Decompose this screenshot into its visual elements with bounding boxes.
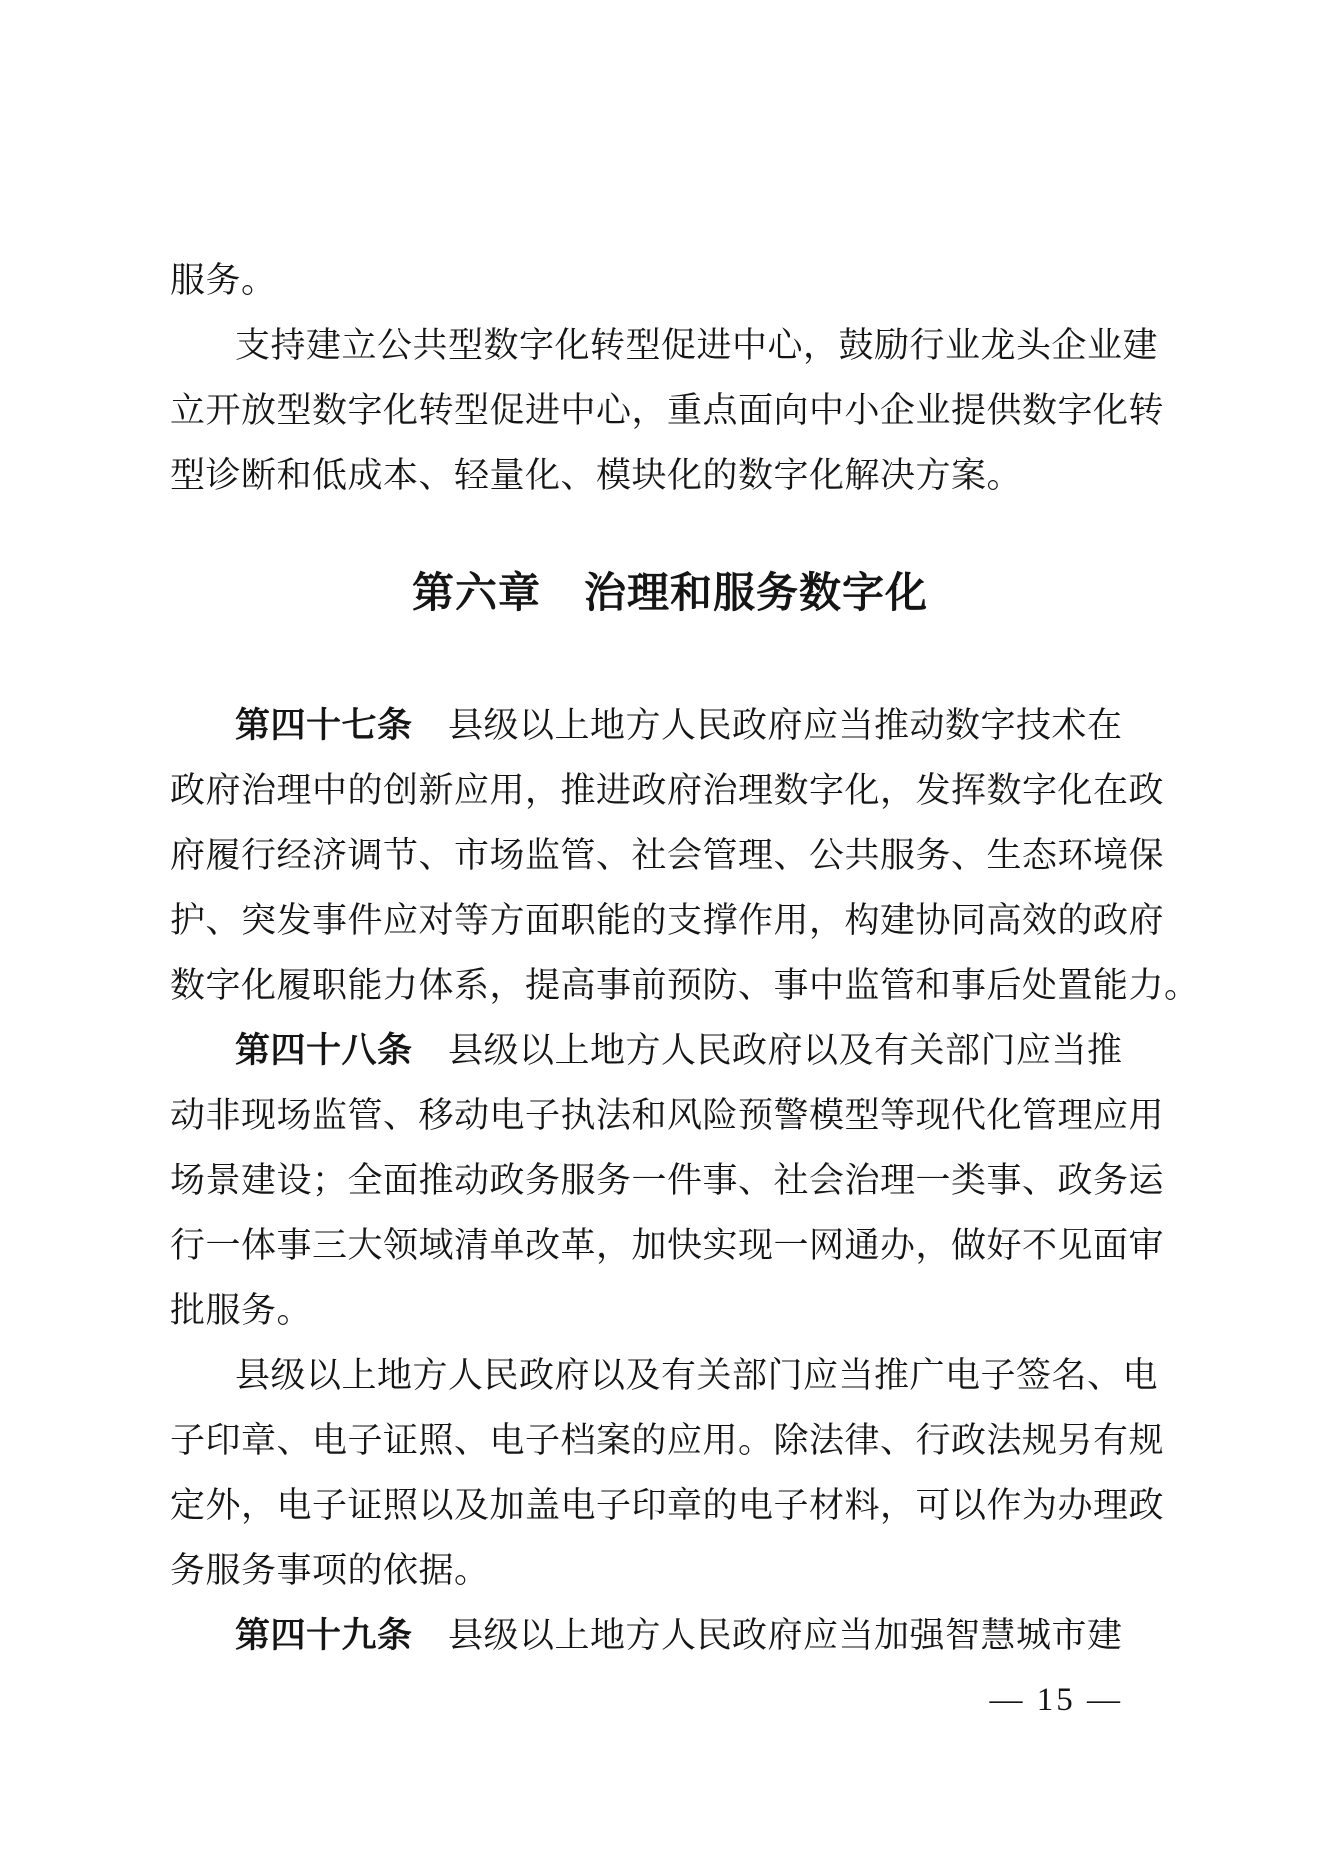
- text-line: [170, 1213, 1170, 1278]
- text-line: [170, 378, 1170, 443]
- text-line: [170, 1343, 1170, 1408]
- paragraph-block-top: [170, 248, 1170, 508]
- text-line: [170, 443, 1170, 508]
- text-line: [170, 1083, 1170, 1148]
- line-text: 县级以上地方人民政府应当加强智慧城市建: [412, 1616, 1123, 1655]
- line-text: 动非现场监管、移动电子执法和风险预警模型等现代化管理应用: [170, 1096, 1165, 1135]
- article-number: 第四十七条: [235, 706, 413, 745]
- line-text: 服务。: [170, 261, 277, 300]
- text-line: [170, 1408, 1170, 1473]
- text-line: [170, 823, 1170, 888]
- text-line: [170, 313, 1170, 378]
- text-line: [170, 1603, 1170, 1668]
- line-text: 护、突发事件应对等方面职能的支撑作用，构建协同高效的政府: [170, 901, 1165, 940]
- line-text: 行一体事三大领域清单改革，加快实现一网通办，做好不见面审: [170, 1226, 1165, 1265]
- text-body: [170, 0, 1200, 1668]
- text-line: [170, 888, 1170, 953]
- line-text: 立开放型数字化转型促进中心，重点面向中小企业提供数字化转: [170, 391, 1165, 430]
- line-text: 县级以上地方人民政府以及有关部门应当推广电子签名、电: [235, 1356, 1159, 1395]
- line-text: 县级以上地方人民政府应当推动数字技术在: [412, 706, 1123, 745]
- paragraph-block-main: [170, 693, 1200, 1668]
- text-line: [170, 758, 1170, 823]
- line-text: 定外，电子证照以及加盖电子印章的电子材料，可以作为办理政: [170, 1486, 1165, 1525]
- line-text: 数字化履职能力体系，提高事前预防、事中监管和事后处置能力。: [170, 966, 1200, 1005]
- page-number: — 15 —: [989, 1682, 1123, 1718]
- text-line: [170, 248, 1170, 313]
- line-text: 府履行经济调节、市场监管、社会管理、公共服务、生态环境保: [170, 836, 1165, 875]
- line-text: 子印章、电子证照、电子档案的应用。除法律、行政法规另有规: [170, 1421, 1165, 1460]
- article-number: 第四十八条: [235, 1031, 413, 1070]
- line-text: 支持建立公共型数字化转型促进中心，鼓励行业龙头企业建: [235, 326, 1159, 365]
- text-line: [170, 1018, 1170, 1083]
- text-line: [170, 693, 1170, 758]
- line-text: 政府治理中的创新应用，推进政府治理数字化，发挥数字化在政: [170, 771, 1165, 810]
- text-line: [170, 1278, 1170, 1343]
- text-line: [170, 1538, 1170, 1603]
- text-line: [170, 1473, 1170, 1538]
- article-number: 第四十九条: [235, 1616, 413, 1655]
- line-text: 批服务。: [170, 1291, 313, 1330]
- text-line: [170, 953, 1200, 1018]
- text-line: [170, 1148, 1170, 1213]
- chapter-heading: 第六章 治理和服务数字化: [411, 569, 928, 616]
- line-text: 县级以上地方人民政府以及有关部门应当推: [412, 1031, 1123, 1070]
- line-text: 型诊断和低成本、轻量化、模块化的数字化解决方案。: [170, 456, 1023, 495]
- line-text: 务服务事项的依据。: [170, 1551, 490, 1590]
- line-text: 场景建设；全面推动政务服务一件事、社会治理一类事、政务运: [170, 1161, 1165, 1200]
